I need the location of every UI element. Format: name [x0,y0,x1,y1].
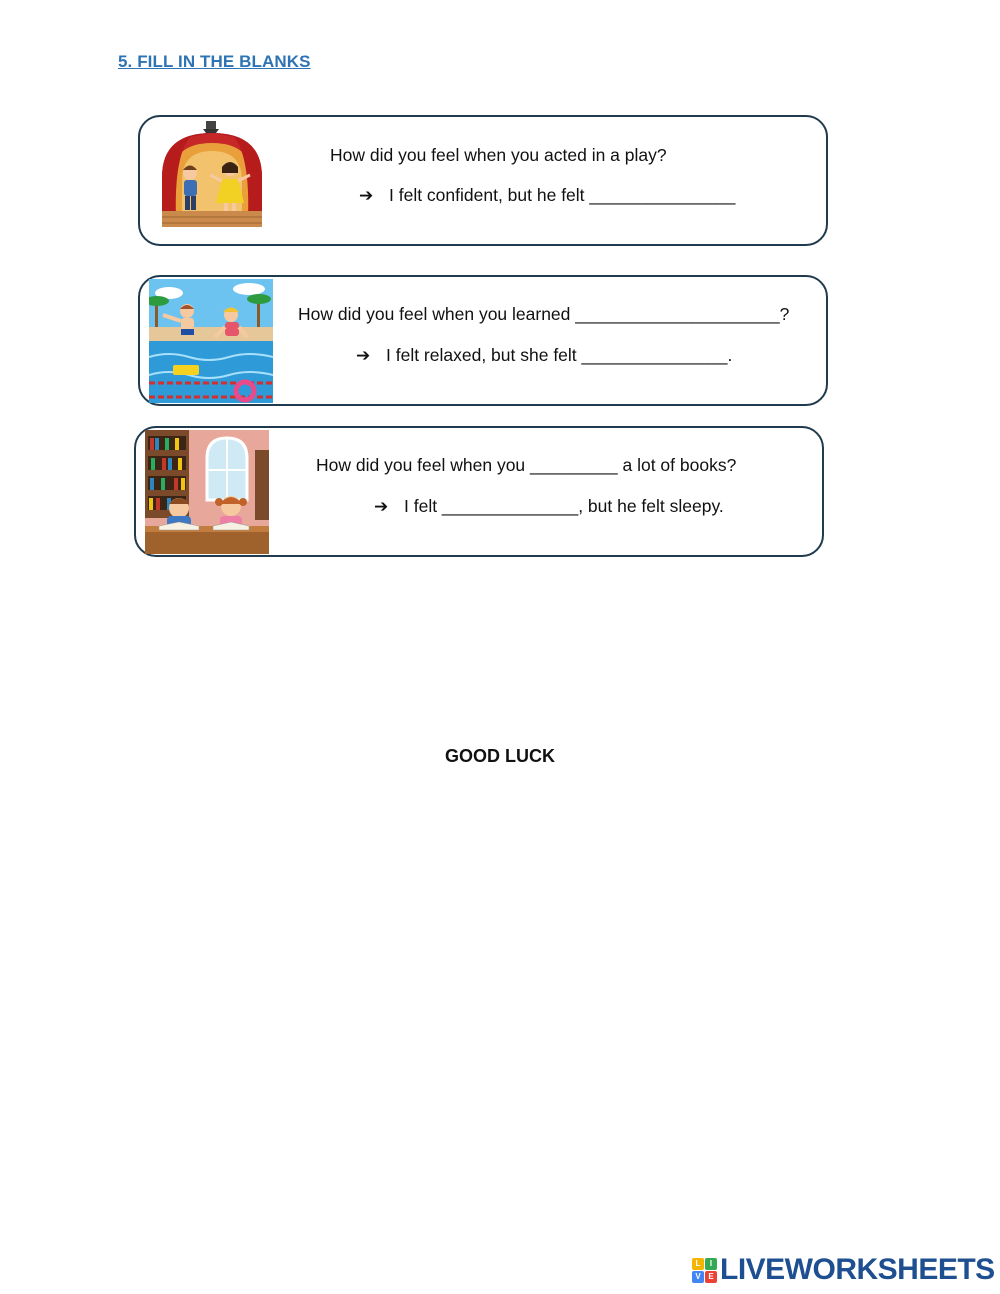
swimming-pool-illustration [149,279,273,403]
logo-tile: L [692,1258,704,1270]
liveworksheets-logo[interactable] [692,1254,995,1286]
closing-message: GOOD LUCK [445,746,555,766]
arrow-right-icon: ➔ [359,186,374,206]
stage-play-illustration [160,117,264,233]
logo-tile: V [692,1271,704,1283]
section-heading: 5. FILL IN THE BLANKS [118,52,311,71]
exercise-card-2 [138,275,828,406]
exercise-card-3 [134,426,824,557]
liveworksheets-logo-icon [692,1258,717,1283]
answer-text: I felt relaxed, but she felt _______________. [386,345,733,365]
question-text: How did you feel when you learned _____________________? [298,304,790,324]
logo-wordmark: LIVEWORKSHEETS [720,1253,995,1286]
answer-line [359,185,735,206]
answer-text: I felt confident, but he felt _______________ [389,185,736,205]
question-text: How did you feel when you acted in a play? [330,145,667,165]
logo-tile: I [705,1258,717,1270]
arrow-right-icon: ➔ [374,497,389,517]
question-text: How did you feel when you _________ a lot of books? [316,455,737,475]
answer-line [356,345,732,366]
answer-text: I felt ______________, but he felt sleepy. [404,496,724,516]
logo-tile: E [705,1271,717,1283]
arrow-right-icon: ➔ [356,346,371,366]
answer-line [374,496,724,517]
exercise-card-1 [138,115,828,246]
library-reading-illustration [145,430,269,554]
